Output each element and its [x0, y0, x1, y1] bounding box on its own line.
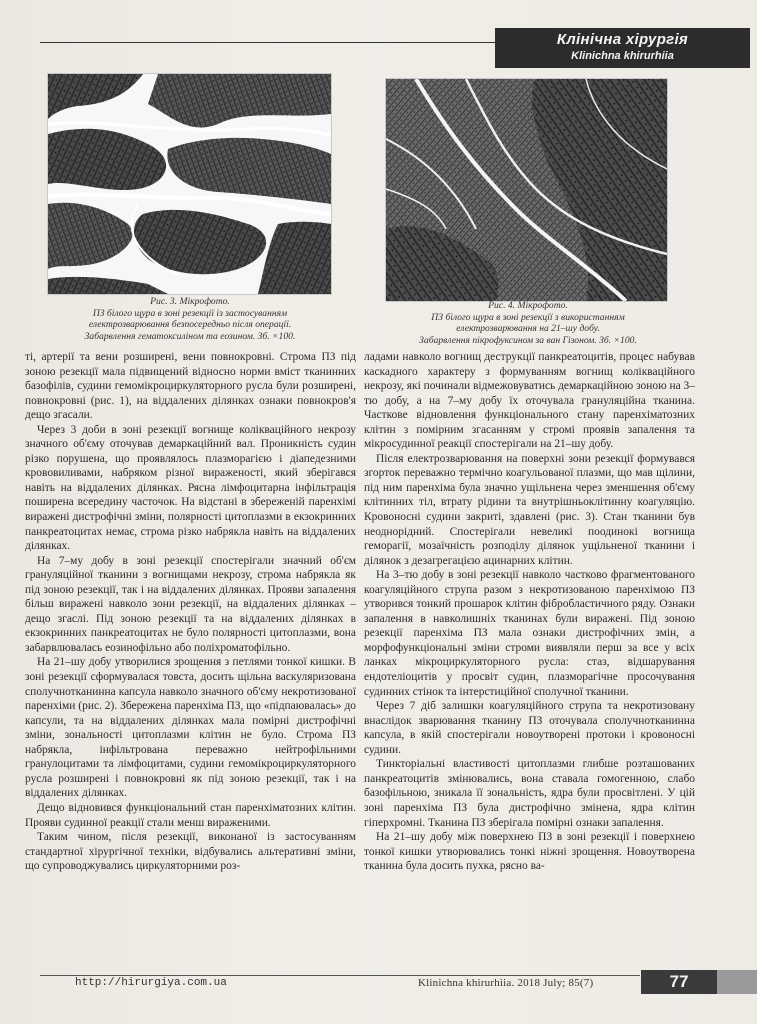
right-text-column — [364, 350, 695, 874]
caption-line: ПЗ білого щура в зоні резекції із застосуванням — [92, 307, 288, 319]
caption-line: електрозварювання безпосередньо після операції. — [88, 319, 292, 331]
caption-line: Забарвлення пікрофуксином за ван Гізоном. Зб. ×100. — [419, 334, 637, 346]
figure-3-caption — [40, 296, 340, 342]
caption-line: Рис. 4. Мікрофото. — [488, 300, 568, 311]
paragraph: Через 3 доби в зоні резекції вогнище колікваційного некрозу значного об'єму оточував демаркаційний вал. Проникність судин різко порушена, що проявлялось плазморагією і діапедезними крововиливами, набряком різної вираженості, який зберігався навіть на віддалених ділянках. Рясна лімфоцитарна інфільтрація поширена всередину часточок. На відстані в збереженій паренхімі виражені дистрофічні зміни, полярності цитоплазми в екзокринних панкреатоцитах немає, строма різко набрякла навіть на віддалених ділянках. — [25, 423, 356, 553]
caption-line: ПЗ білого щура в зоні резекції з використанням — [431, 311, 625, 323]
paragraph: Таким чином, після резекції, виконаної із застосуванням стандартної хірургічної техніки, відбувались альтеративні зміни, що супроводжувались циркуляторними роз- — [25, 831, 356, 873]
caption-line: електрозварювання на 21–шу добу. — [456, 323, 600, 335]
paragraph: На 21–шу добу утворилися зрощення з петлями тонкої кишки. В зоні резекції сформувалася товста, досить щільна васкуляризована сполучнотканинна капсула навколо значного об'єму некротизованої паренхіми (рис. 2). Збережена паренхіма ПЗ, що «підпаювалась» до капсули, та на віддалених ділянках мала помірні дистрофічні зміни, зональності цитоплазми клітин не було. Строма ПЗ набрякла, інфільтрована переважно нейтрофільними гранулоцитами та лімфоцитами, судини гемомікроциркуляторного русла розширені і повнокровні як під зоною резекції, так і на віддалених ділянках. — [25, 656, 356, 800]
footer-rule — [40, 975, 640, 976]
paragraph: На 3–тю добу в зоні резекції навколо частково фрагментованого коагуляційного струпа разом з некротизованою паренхімою ПЗ утворився тонкий прошарок клітин фібробластичного ряду. Ознаки запалення в навколишніх тканинах були виражені. Під зоною резекції паренхіма ПЗ мала ознаки дистрофічних змін, а морфофункціональні зміни строми виявляли перш за все у всіх ланках мікроциркуляторного русла: стаз, відшарування ендотеліоцитів у просвіт судин, плазморагічне просочування судинних стінок та інтерстиційної сполучної тканини. — [364, 569, 695, 698]
figure-4-caption — [378, 300, 678, 346]
section-title-ua: Клінічна хірургія — [556, 31, 689, 48]
left-text-column — [25, 350, 356, 874]
footer-url: http://hirurgiya.com.ua — [75, 977, 227, 989]
paragraph: Після електрозварювання на поверхні зони резекції формувався згорток переважно термічно коагульованої плазми, що мав щілини, під ним паренхіма була значно ущільнена через зменшення об'єму клітинних тіл, втрату рідини та внутрішньоклітинну коагуляцію. Кровоносні судини закриті, здавлені (рис. 3). Стан тканини був неоднорідний. Спостерігали невеликі поодинокі вогнища геморагії, мозаїчність розподілу ділянок ущільненої тканини і ділянок з дезагрегацією ацинарних клітин. — [364, 452, 695, 567]
caption-line: Забарвлення гематоксиліном та еозином. Зб. ×100. — [84, 330, 296, 342]
caption-line: Рис. 3. Мікрофото. — [150, 296, 230, 307]
paragraph: ті, артерії та вени розширені, вени повнокровні. Строма ПЗ під зоною резекції мала підвищений відносно норми вміст тканинних базофілів, судини гемомікроциркуляторного русла були розширені, повнокровні (рис. 1), на віддалених ділянках ознаки повнокров'я дещо згасали. — [25, 351, 356, 422]
page-number-tab — [717, 970, 757, 994]
header-rule — [40, 42, 495, 43]
paragraph: На 21–шу добу між поверхнею ПЗ в зоні резекції і поверхнею тонкої кишки утворювались тонкі ніжні зрощення. Новоутворена тканина була досить пухка, рясно ва- — [364, 831, 695, 873]
paragraph: Дещо відновився функціональний стан паренхіматозних клітин. Прояви судинної реакції стали менш вираженими. — [25, 801, 356, 829]
paragraph: На 7–му добу в зоні резекції спостерігали значний об'єм грануляційної тканини з вогнищами некрозу, строма набрякла як під зоною резекції, так і на віддалених ділянках. Прояви запалення більш виражені навколо зони резекції, на віддалених ділянках – дещо згаслі. Під зоною резекції та на віддалених ділянках в екзокринних панкреатоцитах не було полярності цитоплазми, вона забарвлювалась еозинофільно або поліхроматофільно. — [25, 554, 356, 654]
figure-micrograph-4 — [385, 78, 668, 302]
section-title-lat: Klinichna khirurhiia — [571, 50, 674, 62]
paragraph: ладами навколо вогнищ деструкції панкреатоцитів, процес набував каскадного характеру з формуванням вогнищ колікваційного некрозу, які починали відмежовуватись демаркаційною зоною на 3–тю добу, а на 7–му добу їх оточувала грануляційна тканина. Часткове відновлення функціонального стану паренхіматозних клітин з помірним згасанням у стромі проявів запалення та мікросудинної реакції спостерігали на 21–шу добу. — [364, 351, 695, 451]
micrograph-4-image — [386, 79, 667, 301]
page-number: 77 — [641, 970, 717, 994]
figure-micrograph-3 — [47, 73, 332, 295]
paragraph: Через 7 діб залишки коагуляційного струпа та некротизовану внаслідок зварювання тканину ПЗ оточувала сполучнотканинна капсула, в якій спостерігали новоутворені протоки і кровоносні судини. — [364, 700, 695, 756]
section-banner — [495, 28, 750, 68]
footer-journal-citation: Klinichna khirurhiia. 2018 July; 85(7) — [418, 977, 594, 989]
paragraph: Тинкторіальні властивості цитоплазми глибше розташованих панкреатоцитів змінювались, вона ставала гомогенною, слабо базофільною, зникала її зональність, ядра були просвітлені. У цій зоні паренхіма ПЗ була дистрофічно змінена, ядра клітин гіперхромні. Тканина ПЗ зберігала помірні ознаки запалення. — [364, 758, 695, 829]
micrograph-3-image — [48, 74, 331, 294]
